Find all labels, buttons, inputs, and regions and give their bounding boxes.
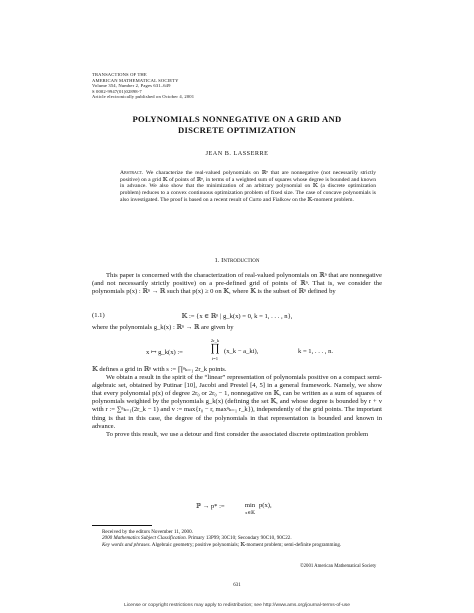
license-notice: License or copyright restrictions may apply to redistribution; see http://www.ams.org/journal-terms-of-use — [124, 603, 350, 608]
copyright-notice: ©2001 American Mathematical Society — [300, 564, 377, 569]
footnote-received: Received by the editors November 11, 2000. — [102, 529, 193, 535]
equation-gk-rhs: (x_k − a_ki), — [224, 348, 259, 355]
paragraph-1 — [92, 272, 382, 296]
equation-gk-range: k = 1, . . . , n. — [298, 348, 334, 355]
equation-problem-lhs: ℙ → p* := — [196, 503, 225, 510]
abstract-text: We characterize the real-valued polynomials on ℝⁿ that are nonnegative (not necessarily strictly positive) on a grid 𝕂 of points of ℝⁿ, in terms of a weighted sum of squares whose degree is bounded and known in advance. We also show that the minimization of an arbitrary polynomial on 𝕂 (a discrete optimization problem) reduces to a convex continuous optimization problem of fixed size. The case of concave polynomials is also investigated. The proof is based on a recent result of Curto and Fialkow on the 𝕂-moment problem. — [120, 170, 376, 203]
equation-problem-rhs: p(x), — [259, 502, 272, 509]
author: JEAN B. LASSERRE — [205, 150, 269, 157]
section-number: 1. — [214, 257, 220, 264]
publication-date: Article electronically published on October 4, 2001 — [92, 94, 195, 100]
footnote-keywords — [92, 542, 382, 548]
keywords-label: Key words and phrases. — [102, 541, 151, 548]
journal-header — [92, 72, 194, 100]
equation-gk-lhs: x ↦ g_k(x) := — [146, 349, 183, 356]
section-heading — [0, 257, 474, 264]
title-line-2: DISCRETE OPTIMIZATION — [177, 125, 297, 135]
equation-1-1: 𝕂 := {x ∈ ℝⁿ | g_k(x) = 0, k = 1, . . . , n}, — [181, 313, 293, 320]
product-upper-limit: 2r_k — [210, 338, 220, 343]
paragraph-3-text: 𝕂 defines a grid in ℝⁿ with s := ∏ⁿₖ₌₁ 2r_k points. — [92, 366, 227, 373]
volume-info: Volume 354, Number 2, Pages 631–649 — [92, 83, 171, 89]
equation-problem-min: min — [244, 502, 256, 509]
journal-name: TRANSACTIONS OF THE — [92, 72, 147, 77]
msc-label: 2000 Mathematics Subject Classification. — [102, 535, 187, 542]
issn: S 0002-9947(01)02898-7 — [92, 88, 142, 94]
society-name: AMERICAN MATHEMATICAL SOCIETY — [92, 77, 179, 83]
paragraph-2-text: where the polynomials g_k(x) : ℝⁿ → ℝ are given by — [92, 324, 234, 331]
footnotes — [92, 529, 382, 548]
paragraph-2 — [92, 324, 382, 332]
paragraph-1-text: This paper is concerned with the characterization of real-valued polynomials on ℝⁿ that are nonnegative (and not necessarily strictly positive) on a pre-defined grid of points of ℝⁿ. That is, we consider the polynomials p(x) : ℝⁿ → ℝ such that p(x) ≥ 0 on 𝕂, where 𝕂 is the subset of ℝⁿ defined by — [92, 272, 382, 296]
msc-text: Primary 13P99; 30C10; Secondary 90C10, 90C22. — [186, 535, 292, 542]
paragraph-5-text: To prove this result, we use a detour and first consider the associated discrete optimization problem — [106, 430, 369, 438]
equation-problem-subscript: x∈𝕂 — [245, 510, 255, 515]
abstract — [120, 170, 376, 204]
section-title: Introduction — [221, 257, 260, 264]
paragraphs-3-5 — [92, 366, 382, 439]
page-number: 631 — [233, 583, 241, 588]
product-lower-limit: i=1 — [211, 356, 219, 361]
footnote-rule — [92, 525, 152, 526]
abstract-label: Abstract. — [120, 170, 144, 176]
paragraph-4-text: We obtain a result in the spirit of the “linear” representation of polynomials positive on a compact semi-algebraic set, obtained by Putinar [10], Jacobi and Prestel [4, 5] in a general framework. Namely, we show that every polynomial p(x) of degree 2r₀ or 2r₀ − 1, nonnegative on 𝕂, can be written as a sum of squares of polynomials weighted by the polynomials g_k(x) (defining the set 𝕂, and whose degree is bounded by r + v with r := ∑ⁿₖ₌₁(2r_k − 1) and v := max{r₀ − r, maxⁿₖ₌₁ r_k}), independently of the grid points. The important thing is that in this case, the degree of the polynomials in that representation is bounded and known in advance. — [92, 374, 382, 430]
title-line-1: POLYNOMIALS NONNEGATIVE ON A GRID AND — [132, 114, 342, 124]
keywords-text: Algebraic geometry; positive polynomials; 𝕂-moment problem; semi-definite programming. — [150, 541, 342, 548]
equation-1-1-label: (1.1) — [92, 312, 105, 319]
product-symbol: ∏ — [210, 342, 220, 354]
paper-title — [0, 114, 474, 136]
